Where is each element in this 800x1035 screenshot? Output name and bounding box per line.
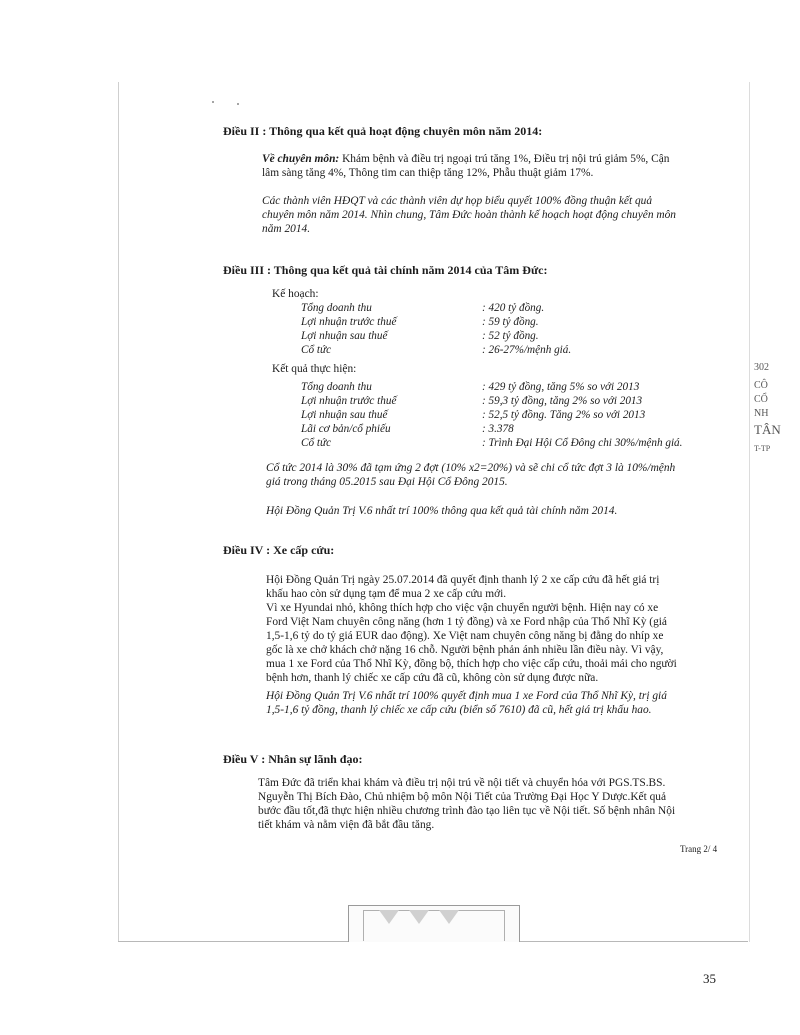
side-stamp-text: TÂN [754,422,781,437]
paragraph-line: mua 1 xe Ford của Thổ Nhĩ Kỳ, đồng bộ, thích hợp cho việc cấp cứu, thoải mái cho người [266,658,677,670]
section-heading-dieu-2: Điều II : Thông qua kết quả hoạt động chuyên môn năm 2014: [223,124,543,138]
paragraph-line: tiết khám và nằm viện đã bắt đầu tăng. [258,819,435,831]
plan-label: Tổng doanh thu [301,302,372,314]
plan-title: Kế hoạch: [272,288,319,300]
binder-clip-mark [348,905,520,942]
paragraph-line: lâm sàng tăng 4%, Thông tim can thiệp tăng 12%, Phẫu thuật giảm 17%. [262,167,594,179]
label-ve-chuyen-mon: Về chuyên môn: [262,153,340,165]
plan-label: Lợi nhuận trước thuế [301,316,397,328]
dividend-note: giá trong tháng 05.2015 sau Đại Hội Cổ Đông 2015. [266,476,508,488]
result-label: Tổng doanh thu [301,381,372,393]
side-stamp-text: CÔ [754,380,768,391]
approval-note: Hội Đồng Quản Trị V.6 nhất trí 100% quyết định mua 1 xe Ford của Thổ Nhĩ Kỳ, trị giá [266,690,667,702]
side-stamp-text: 302 [754,362,769,373]
paragraph-line: gốc là xe chở khách chở nặng 16 chỗ. Người bệnh phản ánh nhiều lần điều này. Vì vậy, [266,644,664,656]
section-heading-dieu-5: Điều V : Nhân sự lãnh đạo: [223,752,363,766]
approval-note: Hội Đồng Quản Trị V.6 nhất trí 100% thông qua kết quả tài chính năm 2014. [266,505,618,517]
section-heading-dieu-3: Điều III : Thông qua kết quả tài chính năm 2014 của Tâm Đức: [223,263,548,277]
result-label: Cổ tức [301,437,332,449]
paragraph-line: bước đầu tốt,đã thực hiện nhiều chương trình đào tạo liên tục về Nội tiết. Số bệnh nhân Nội [258,805,676,817]
paragraph-line [262,153,669,166]
paragraph-line: Hội Đồng Quản Trị ngày 25.07.2014 đã quyết định thanh lý 2 xe cấp cứu đã hết giá trị [266,574,660,586]
paragraph-line: Ford Việt Nam chuyên công năng (hơn 1 tỷ đồng) và xe Ford nhập của Thổ Nhĩ Kỳ (giá [266,616,667,628]
paragraph-line: năm 2014. [262,223,311,235]
side-stamp-text: NH [754,408,769,419]
side-stamp-text: T-TP [754,444,771,453]
result-value: : 3.378 [482,423,514,435]
plan-label: Cổ tức [301,344,332,356]
result-value: : 59,3 tỷ đồng, tăng 2% so với 2013 [482,395,643,407]
approval-note: 1,5-1,6 tỷ đồng, thanh lý chiếc xe cấp cứu (biển số 7610) đã cũ, hết giá trị khấu hao. [266,704,652,716]
page-number: 35 [703,971,716,986]
result-value: : 429 tỷ đồng, tăng 5% so với 2013 [482,381,640,393]
scan-speck [212,101,214,103]
paragraph-line: chuyên môn năm 2014. Nhìn chung, Tâm Đức hoàn thành kế hoạch hoạt động chuyên môn [262,209,676,221]
plan-label: Lợi nhuận sau thuế [301,330,388,342]
plan-value: : 26-27%/mệnh giá. [482,344,572,356]
paragraph-line: Các thành viên HĐQT và các thành viên dự họp biểu quyết 100% đồng thuận kết quả [262,195,653,207]
result-value: : Trình Đại Hội Cổ Đông chi 30%/mệnh giá. [482,437,683,449]
result-label: Lợi nhuận trước thuế [301,395,397,407]
plan-value: : 420 tỷ đồng. [482,302,545,314]
page-label: Trang 2/ 4 [680,844,718,854]
section-heading-dieu-4: Điều IV : Xe cấp cứu: [223,543,335,557]
result-label: Lợi nhuận sau thuế [301,409,388,421]
paragraph-line: bệnh hơn, thanh lý chiếc xe cấp cứu đã cũ, không còn sử dụng được nữa. [266,672,599,684]
result-label: Lãi cơ bản/cổ phiếu [301,423,391,435]
paragraph-line: khấu hao còn sử dụng tạm để mua 2 xe cấp cứu mới. [266,588,507,600]
paragraph-line: 1,5-1,6 tỷ do tỷ giá EUR dao động). Xe Việt nam chuyên công năng bị đằng do nhíp xe [266,630,664,642]
result-value: : 52,5 tỷ đồng. Tăng 2% so với 2013 [482,409,646,421]
paragraph-text: Khám bệnh và điều trị ngoại trú tăng 1%, Điều trị nội trú giảm 5%, Cận [339,153,670,165]
plan-value: : 59 tỷ đồng. [482,316,539,328]
side-stamp-text: CỔ [754,394,768,405]
scan-speck [237,103,239,105]
paragraph-line: Vì xe Hyundai nhỏ, không thích hợp cho việc vận chuyển người bệnh. Hiện nay có xe [266,602,659,614]
plan-value: : 52 tỷ đồng. [482,330,539,342]
dividend-note: Cổ tức 2014 là 30% đã tạm ứng 2 đợt (10% x2=20%) và sẽ chi cổ tức đợt 3 là 10%/mệnh [266,462,676,474]
paragraph-line: Tâm Đức đã triển khai khám và điều trị nội trú về nội tiết và chuyển hóa với PGS.TS.BS. [258,777,666,789]
result-title: Kết quả thực hiện: [272,363,357,375]
paragraph-line: Nguyễn Thị Bích Đào, Chủ nhiệm bộ môn Nội Tiết của Trường Đại Học Y Dược.Kết quả [258,791,667,803]
